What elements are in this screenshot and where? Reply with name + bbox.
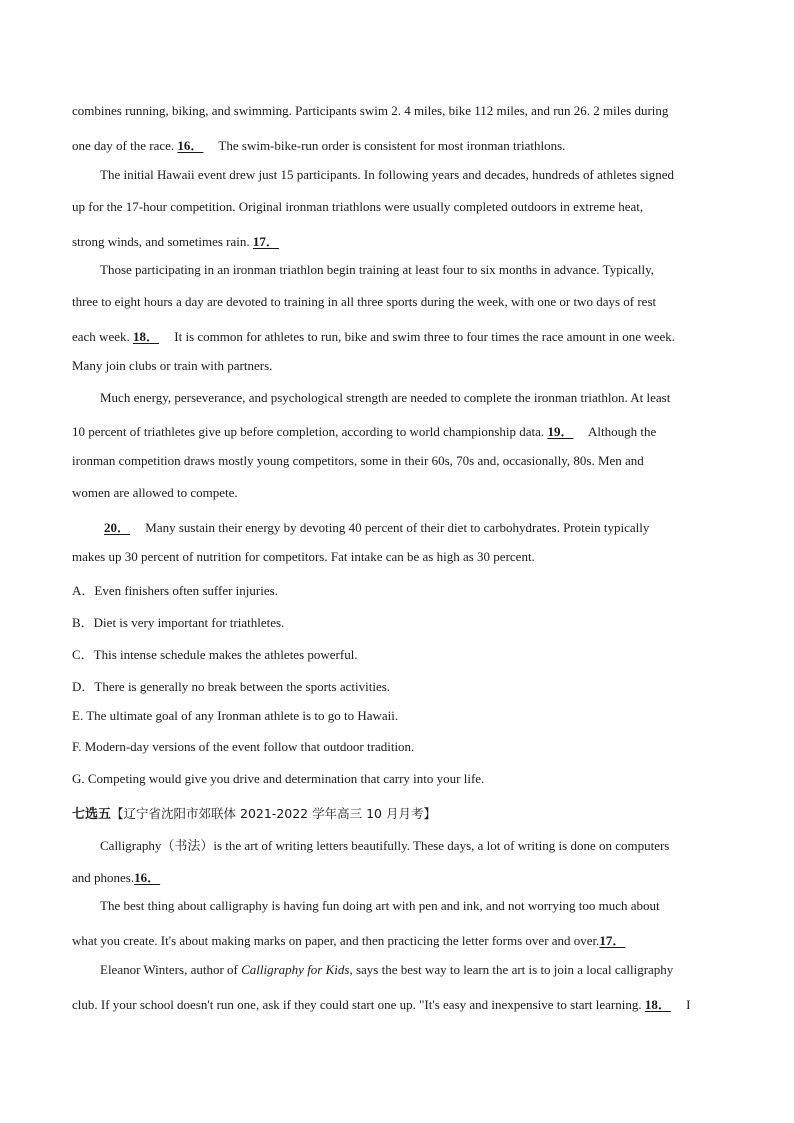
answer-blank-18b[interactable]: 18． [644, 997, 671, 1012]
text-line: 20． Many sustain their energy by devoting 40 percent of their diet to carbohydrates. Protein typically [104, 517, 649, 536]
text-line: The best thing about calligraphy is having fun doing art with pen and ink, and not worrying too much about [100, 898, 660, 913]
option-e: E. The ultimate goal of any Ironman athlete is to go to Hawaii. [72, 708, 399, 723]
text-line: 10 percent of triathletes give up before completion, according to world championship data. 19． Although the [72, 421, 656, 440]
answer-blank-16b[interactable]: 16． [134, 870, 161, 885]
book-title: Calligraphy for Kids [241, 962, 350, 977]
text-line: combines running, biking, and swimming. Participants swim 2. 4 miles, bike 112 miles, and run 26. 2 miles during [72, 103, 669, 118]
option-g: G. Competing would give you drive and determination that carry into your life. [72, 771, 485, 786]
section-label: 七选五 [72, 807, 112, 822]
text-line: Calligraphy（书法）is the art of writing letters beautifully. These days, a lot of writing is done on computers [100, 838, 670, 853]
answer-blank-20[interactable]: 20． [104, 520, 131, 535]
answer-blank-17b[interactable]: 17． [599, 933, 626, 948]
text-line: women are allowed to compete. [72, 485, 238, 500]
answer-blank-17[interactable]: 17． [252, 234, 279, 249]
option-a: A．Even finishers often suffer injuries. [72, 583, 278, 598]
section-source: 【辽宁省沈阳市郊联体 2021-2022 学年高三 10 月月考】 [111, 806, 436, 821]
text-line: The initial Hawaii event drew just 15 participants. In following years and decades, hundreds of athletes signed [100, 167, 674, 182]
answer-blank-19[interactable]: 19． [547, 424, 574, 439]
text-line: ironman competition draws mostly young competitors, some in their 60s, 70s and, occasionally, 80s. Men and [72, 453, 644, 468]
text-line: each week. 18． It is common for athletes to run, bike and swim three to four times the race amount in one week. [72, 326, 675, 345]
option-b: B．Diet is very important for triathletes. [72, 615, 285, 630]
option-f: F. Modern-day versions of the event follow that outdoor tradition. [72, 739, 415, 754]
text-line: three to eight hours a day are devoted to training in all three sports during the week, with one or two days of rest [72, 294, 657, 309]
text-line: club. If your school doesn't run one, ask if they could start one up. "It's easy and inexpensive to start learning. 18． I [72, 994, 690, 1013]
text-line: makes up 30 percent of nutrition for competitors. Fat intake can be as high as 30 percent. [72, 549, 535, 564]
text-line: strong winds, and sometimes rain. 17． [72, 231, 291, 250]
text-line: what you create. It's about making marks on paper, and then practicing the letter forms over and over.17． [72, 930, 637, 949]
answer-blank-18[interactable]: 18． [133, 329, 160, 344]
text-line: one day of the race. 16． The swim-bike-run order is consistent for most ironman triathlons. [72, 135, 565, 154]
text-line: and phones.16． [72, 867, 172, 886]
answer-blank-16[interactable]: 16． [177, 138, 204, 153]
text-line: Much energy, perseverance, and psychological strength are needed to complete the ironman triathlon. At least [100, 390, 671, 405]
option-c: C．This intense schedule makes the athletes powerful. [72, 647, 358, 662]
text-line: Many join clubs or train with partners. [72, 358, 273, 373]
text-line: up for the 17-hour competition. Original ironman triathlons were usually completed outdoors in extreme heat, [72, 199, 644, 214]
option-d: D．There is generally no break between the sports activities. [72, 679, 391, 694]
section-heading [72, 803, 436, 822]
text-line: Those participating in an ironman triathlon begin training at least four to six months in advance. Typically, [100, 262, 654, 277]
text-line: Eleanor Winters, author of Calligraphy for Kids, says the best way to learn the art is to join a local calligraphy [100, 962, 674, 977]
